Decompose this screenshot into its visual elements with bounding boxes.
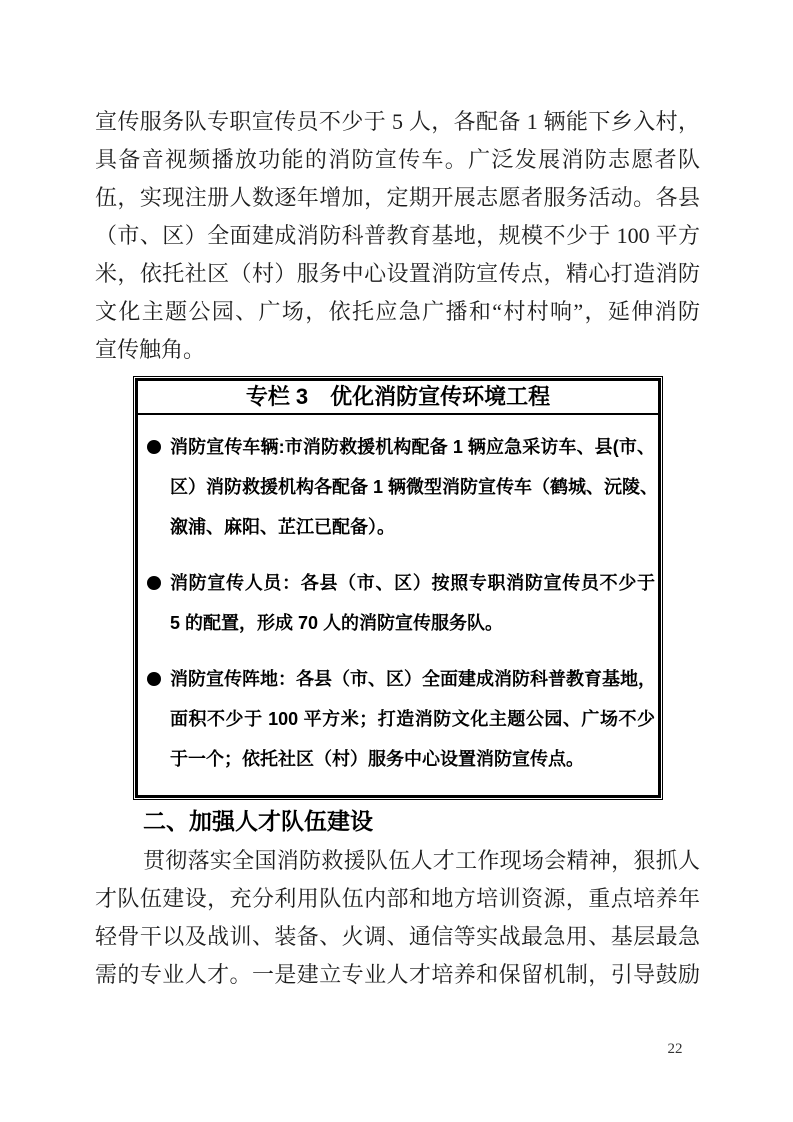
text-line: 消防宣传阵地：各县（市、区）全面建成消防科普教育基地， [170, 669, 656, 689]
text-line: 米，依托社区（村）服务中心设置消防宣传点，精心打造消防 [95, 261, 700, 286]
text-line: 贯彻落实全国消防救援队伍人才工作现场会精神，狠抓人 [143, 848, 700, 873]
text-line: 需的专业人才。一是建立专业人才培养和保留机制，引导鼓励 [95, 962, 700, 987]
text-line: 轻骨干以及战训、装备、火调、通信等实战最急用、基层最急 [95, 924, 700, 949]
feature-box [133, 376, 663, 800]
bullet-text [170, 659, 655, 779]
intro-paragraph [95, 103, 700, 369]
bullet-text [170, 427, 659, 547]
bullet-item-personnel [147, 563, 658, 643]
text-line: 消防宣传车辆:市消防救援机构配备 1 辆应急采访车、县(市、 [170, 437, 655, 457]
text-line: 溆浦、麻阳、芷江已配备）。 [170, 517, 395, 537]
text-line: 面积不少于 100 平方米；打造消防文化主题公园、广场不少 [170, 709, 655, 729]
bullet-list [138, 415, 658, 779]
text-line: 伍，实现注册人数逐年增加，定期开展志愿者服务活动。各县 [95, 185, 700, 210]
bullet-text [170, 563, 655, 643]
feature-box-inner [135, 378, 661, 798]
text-line: 宣传触角。 [95, 337, 206, 362]
bullet-dot-icon [147, 576, 161, 590]
bullet-dot-icon [147, 672, 161, 686]
section-heading: 二、加强人才队伍建设 [143, 808, 373, 834]
text-line: 宣传服务队专职宣传员不少于 5 人，各配备 1 辆能下乡入村， [95, 109, 700, 134]
text-line: 才队伍建设，充分利用队伍内部和地方培训资源，重点培养年 [95, 886, 700, 911]
text-line: 文化主题公园、广场，依托应急广播和“村村响”，延伸消防 [95, 299, 700, 324]
bullet-item-positions [147, 659, 658, 779]
bullet-item-vehicles [147, 427, 658, 547]
bullet-dot-icon [147, 440, 161, 454]
text-line: 区）消防救援机构各配备 1 辆微型消防宣传车（鹤城、沅陵、 [170, 477, 659, 497]
text-line: （市、区）全面建成消防科普教育基地，规模不少于 100 平方 [95, 223, 700, 248]
text-line: 具备音视频播放功能的消防宣传车。广泛发展消防志愿者队 [95, 147, 700, 172]
text-line: 5 的配置，形成 70 人的消防宣传服务队。 [170, 613, 504, 633]
text-line: 消防宣传人员：各县（市、区）按照专职消防宣传员不少于 [170, 573, 655, 593]
section-paragraph [95, 842, 700, 994]
page-number: 22 [667, 1041, 683, 1057]
text-line: 于一个；依托社区（村）服务中心设置消防宣传点。 [170, 749, 584, 769]
feature-box-title: 专栏 3 优化消防宣传环境工程 [138, 381, 658, 415]
